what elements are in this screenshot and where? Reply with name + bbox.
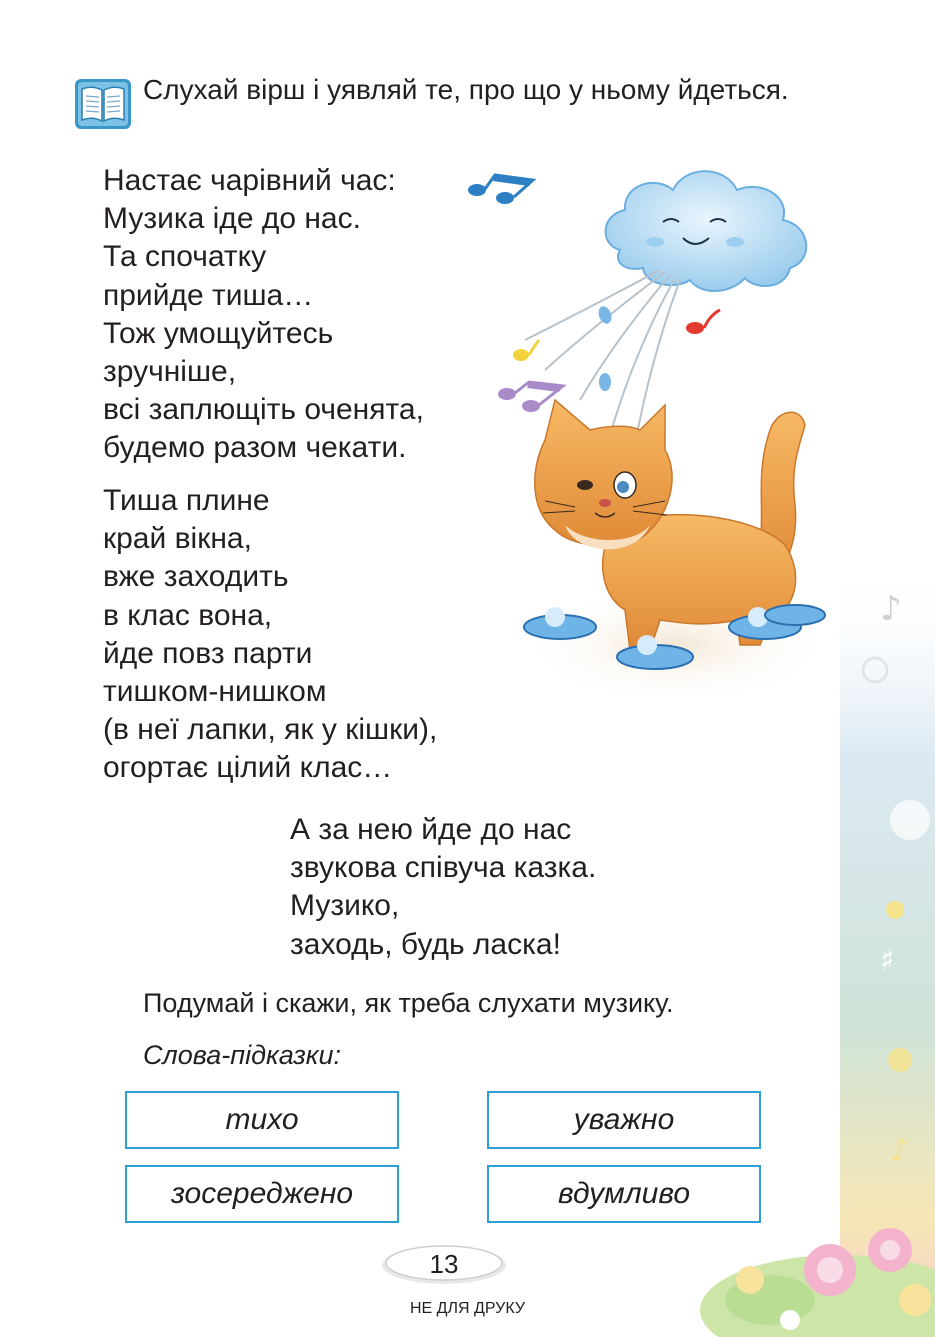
hint-box-quietly xyxy=(125,1091,399,1149)
music-note-blue-icon xyxy=(465,170,540,210)
hint-word: зосереджено xyxy=(170,1177,354,1210)
question-text: Подумай і скажи, як треба слухати музику. xyxy=(143,988,674,1018)
intro-instruction: Слухай вірш і уявляй те, про що у ньому йдеться. xyxy=(143,74,789,105)
poem-line: звукова співуча казка. xyxy=(290,851,597,885)
page-number: 13 xyxy=(429,1248,459,1279)
footer-note: НЕ ДЛЯ ДРУКУ xyxy=(410,1300,525,1317)
cat-illustration xyxy=(515,395,835,715)
poem-stanza-2 xyxy=(103,482,437,788)
poem-line: А за нею йде до нас xyxy=(290,813,572,846)
poem-line: всі заплющіть оченята, xyxy=(103,393,424,427)
poem-line: Тож умощуйтесь xyxy=(103,316,334,350)
poem-line: Музико, xyxy=(290,889,400,923)
svg-text:♪: ♪ xyxy=(890,1133,910,1168)
poem-line: в клас вона, xyxy=(103,598,273,632)
poem-line: вже заходить xyxy=(103,560,289,594)
svg-text:♯: ♯ xyxy=(880,943,895,978)
poem-line: будемо разом чекати. xyxy=(103,431,407,465)
poem-line: край вікна, xyxy=(103,522,252,556)
poem-line: (в неї лапки, як у кішки), xyxy=(103,713,438,747)
poem-line: зручніше, xyxy=(103,355,237,389)
poem-line: Тиша плине xyxy=(103,484,270,517)
poem-line: огортає цілий клас… xyxy=(103,751,393,785)
hint-box-thoughtfully xyxy=(487,1165,761,1223)
poem-line: прийде тиша… xyxy=(103,278,314,312)
poem-line: тишком-нишком xyxy=(103,675,327,709)
poem-stanza-1 xyxy=(103,162,424,468)
poem-line: Музика іде до нас. xyxy=(103,202,361,236)
hint-word: вдумливо xyxy=(557,1177,691,1210)
hints-label: Слова-підказки: xyxy=(143,1040,342,1070)
hint-box-attentively xyxy=(487,1091,761,1149)
svg-text:♪: ♪ xyxy=(880,589,902,629)
poem-line: йде повз парти xyxy=(103,636,313,670)
poem-stanza-3 xyxy=(290,811,596,964)
hint-box-focused xyxy=(125,1165,399,1223)
poem-line: Настає чарівний час: xyxy=(103,164,396,197)
book-icon xyxy=(73,77,133,131)
poem-line: заходь, будь ласка! xyxy=(290,927,561,961)
hint-word: тихо xyxy=(225,1103,299,1136)
poem-line: Та спочатку xyxy=(103,240,267,274)
hint-word: уважно xyxy=(573,1103,675,1136)
